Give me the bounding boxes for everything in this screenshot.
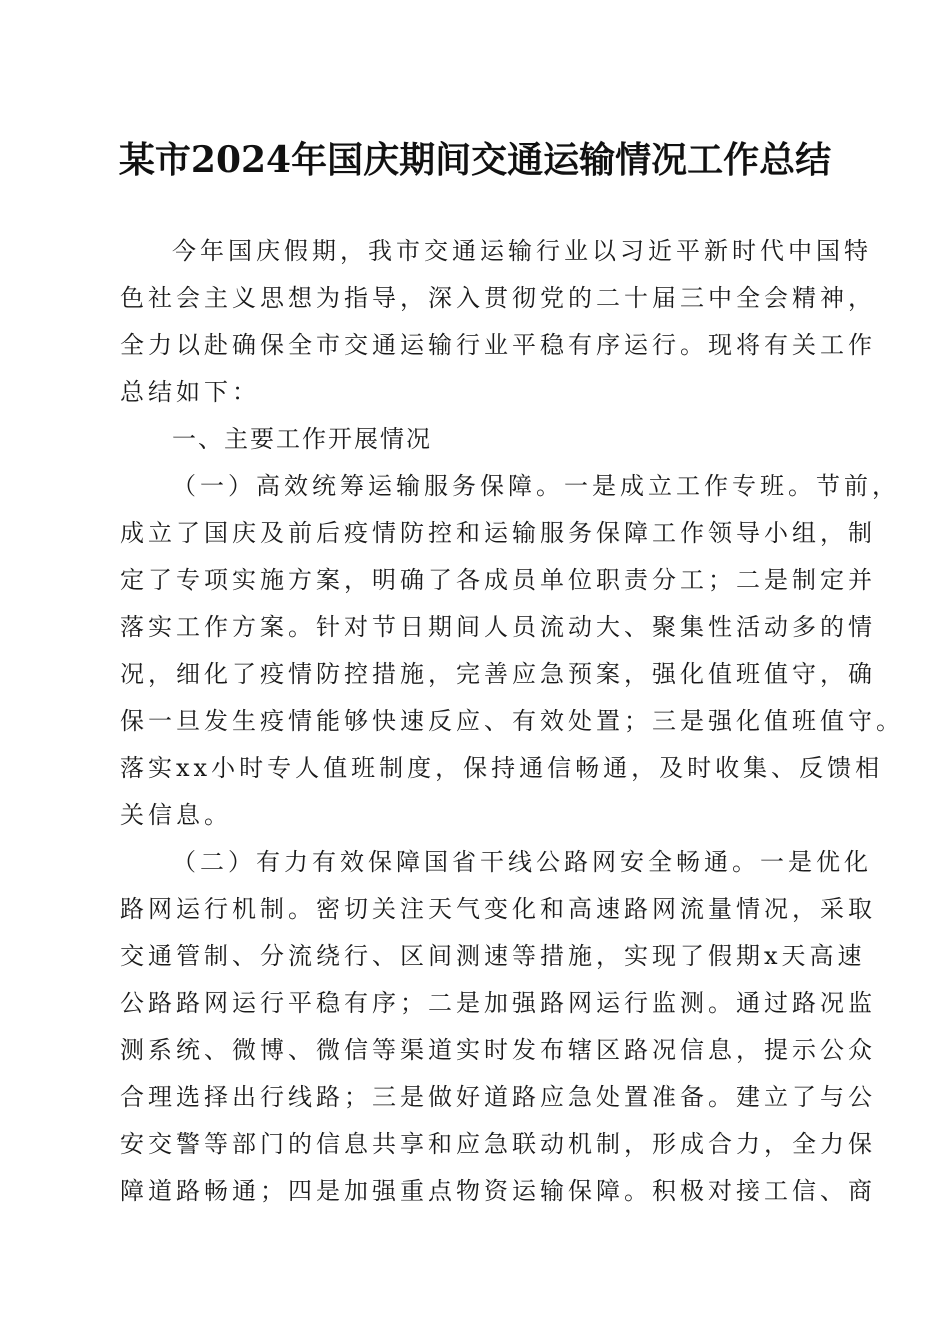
paragraph-1-line-5: 况，细化了疫情防控措施，完善应急预案，强化值班值守，确 — [120, 660, 876, 688]
paragraph-1-line-7: 落实xx小时专人值班制度，保持通信畅通，及时收集、反馈相 — [120, 754, 884, 782]
paragraph-2-line-2: 路网运行机制。密切关注天气变化和高速路网流量情况，采取 — [120, 895, 876, 923]
paragraph-intro-line-2: 色社会主义思想为指导，深入贯彻党的二十届三中全会精神， — [120, 284, 876, 312]
paragraph-2-line-6: 合理选择出行线路；三是做好道路应急处置准备。建立了与公 — [120, 1083, 876, 1111]
paragraph-2-line-3: 交通管制、分流绕行、区间测速等措施，实现了假期x天高速 — [120, 942, 866, 970]
paragraph-1-line-8: 关信息。 — [120, 801, 232, 829]
paragraph-intro-line-3: 全力以赴确保全市交通运输行业平稳有序运行。现将有关工作 — [120, 331, 876, 359]
paragraph-1-line-4: 落实工作方案。针对节日期间人员流动大、聚集性活动多的情 — [120, 613, 876, 641]
section-heading-1: 一、主要工作开展情况 — [172, 425, 432, 453]
document-title: 某市2024年国庆期间交通运输情况工作总结 — [118, 139, 832, 181]
paragraph-2-line-7: 安交警等部门的信息共享和应急联动机制，形成合力，全力保 — [120, 1130, 876, 1158]
paragraph-intro-line-4: 总结如下： — [120, 378, 260, 406]
paragraph-2-line-4: 公路路网运行平稳有序；二是加强路网运行监测。通过路况监 — [120, 989, 876, 1017]
paragraph-1-line-2: 成立了国庆及前后疫情防控和运输服务保障工作领导小组，制 — [120, 519, 876, 547]
paragraph-1-line-6: 保一旦发生疫情能够快速反应、有效处置；三是强化值班值守。 — [120, 707, 904, 735]
paragraph-2-line-8: 障道路畅通；四是加强重点物资运输保障。积极对接工信、商 — [120, 1177, 876, 1205]
document-body — [120, 228, 904, 1215]
paragraph-intro-line-1: 今年国庆假期，我市交通运输行业以习近平新时代中国特 — [172, 237, 872, 265]
paragraph-1-line-3: 定了专项实施方案，明确了各成员单位职责分工；二是制定并 — [120, 566, 876, 594]
paragraph-1-line-1: （一）高效统筹运输服务保障。一是成立工作专班。节前， — [172, 472, 900, 500]
paragraph-2-line-5: 测系统、微博、微信等渠道实时发布辖区路况信息，提示公众 — [120, 1036, 876, 1064]
paragraph-2-line-1: （二）有力有效保障国省干线公路网安全畅通。一是优化 — [172, 848, 872, 876]
